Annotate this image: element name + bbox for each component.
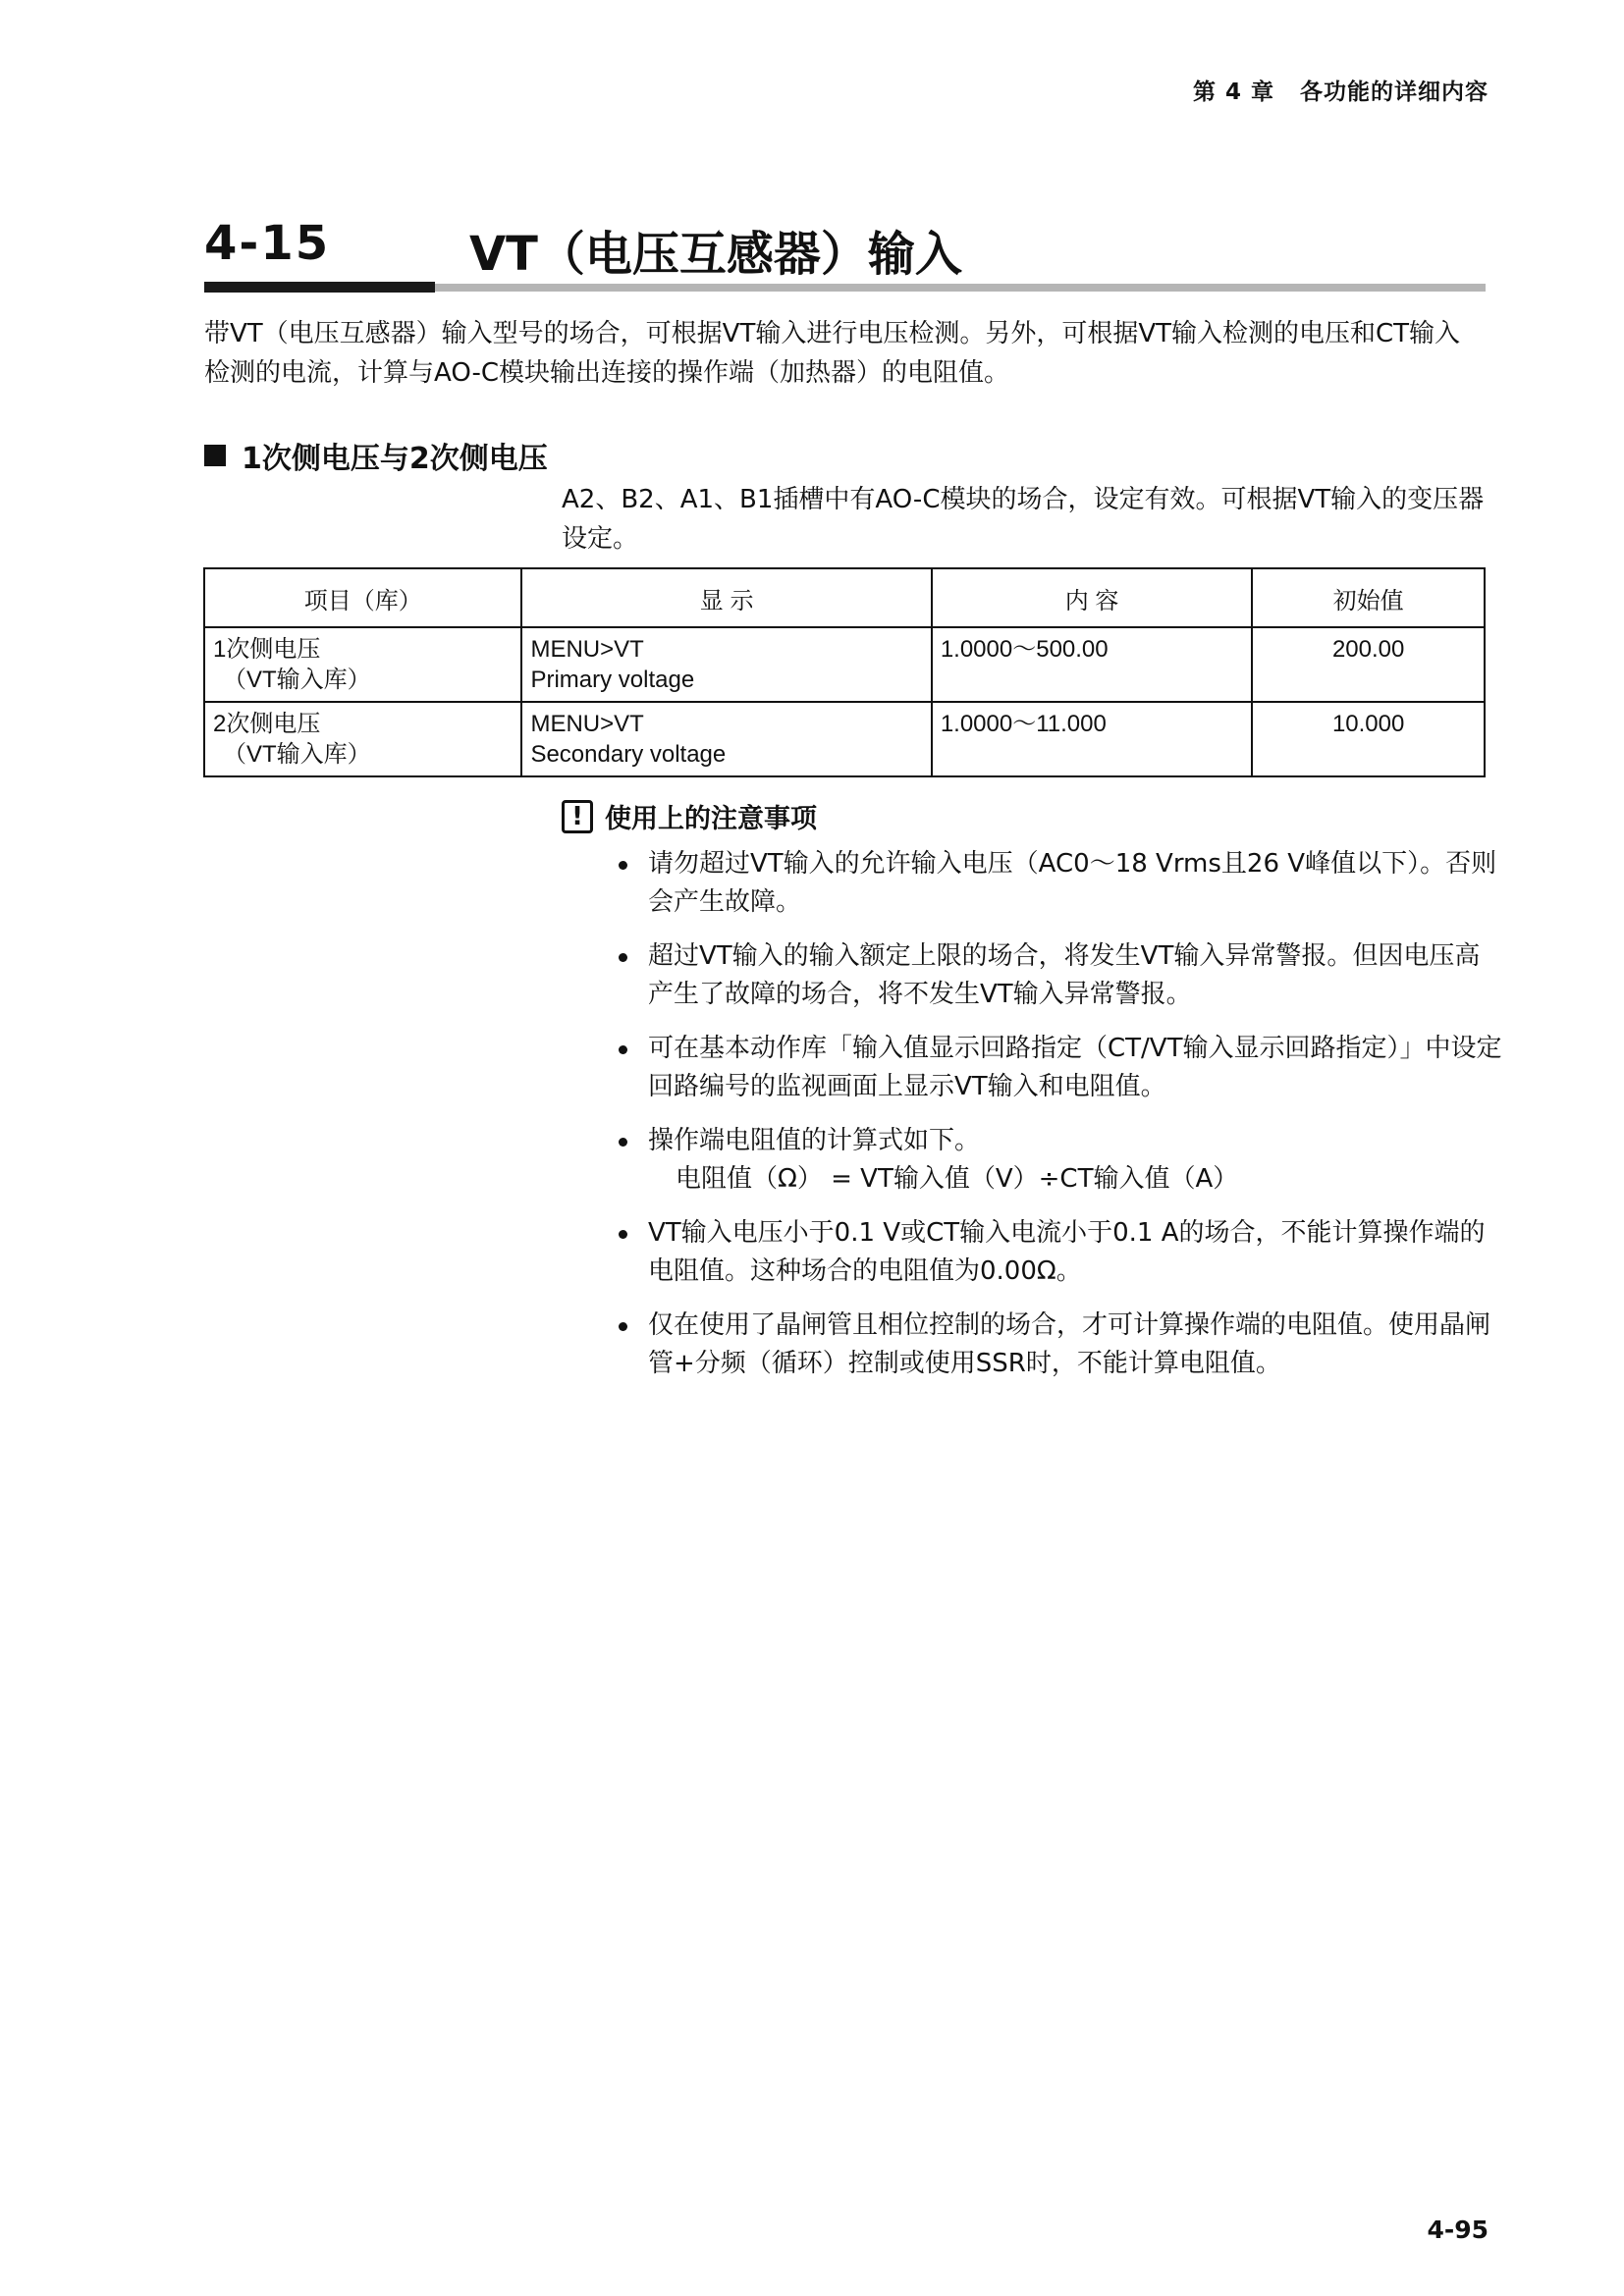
page-number: 4-95 [1427, 2216, 1489, 2244]
section-title: VT（电压互感器）输入 [469, 227, 962, 282]
list-item: 超过VT输入的输入额定上限的场合，将发生VT输入异常警报。但因电压高产生了故障的场合，将不发生VT输入异常警报。 [562, 937, 1504, 1014]
notes-list [562, 845, 1504, 1383]
cell-item [204, 702, 521, 776]
cell-item [204, 627, 521, 702]
header-content: 内 容 [932, 568, 1252, 627]
header-initial: 初始值 [1252, 568, 1485, 627]
header-display: 显 示 [521, 568, 931, 627]
parameter-table [203, 567, 1486, 777]
subsection-heading [204, 434, 548, 477]
subsection-heading-text: 1次侧电压与2次侧电压 [242, 442, 548, 476]
section-intro: 带VT（电压互感器）输入型号的场合，可根据VT输入进行电压检测。另外，可根据VT输入检测的电压和CT输入检测的电流，计算与AO-C模块输出连接的操作端（加热器）的电阻值。 [204, 319, 1461, 388]
list-item [562, 1122, 1504, 1199]
caution-icon: ! [562, 800, 593, 833]
section-number: 4-15 [204, 216, 331, 271]
item-name: 1次侧电压 [213, 636, 321, 663]
display-path: MENU>VT [530, 636, 644, 663]
table-header-row [204, 568, 1485, 627]
list-item: VT输入电压小于0.1 V或CT输入电流小于0.1 A的场合，不能计算操作端的电阻值。这种场合的电阻值为0.00Ω。 [562, 1214, 1504, 1291]
list-item: 仅在使用了晶闸管且相位控制的场合，才可计算操作端的电阻值。使用晶闸管+分频（循环）控制或使用SSR时，不能计算电阻值。 [562, 1307, 1504, 1383]
cell-initial: 200.00 [1252, 627, 1485, 702]
chapter-title: 各功能的详细内容 [1300, 80, 1489, 105]
square-bullet-icon [204, 445, 226, 466]
cell-initial: 10.000 [1252, 702, 1485, 776]
chapter-number: 第 4 章 [1192, 80, 1274, 105]
notes-title: 使用上的注意事项 [605, 804, 817, 834]
list-item: 请勿超过VT输入的允许输入电压（AC0～18 Vrms且26 V峰值以下）。否则会产生故障。 [562, 845, 1504, 922]
title-rule-grey [435, 284, 1486, 292]
table-row [204, 627, 1485, 702]
list-item: 可在基本动作库「输入值显示回路指定（CT/VT输入显示回路指定）」中设定回路编号的监视画面上显示VT输入和电阻值。 [562, 1030, 1504, 1106]
item-name: 2次侧电压 [213, 711, 321, 737]
title-rule-dark [204, 282, 435, 293]
cell-display [521, 702, 931, 776]
resistance-formula: 电阻值（Ω） = VT输入值（V）÷CT输入值（A） [676, 1164, 1239, 1194]
cell-content: 1.0000～500.00 [932, 627, 1252, 702]
item-bank: （VT输入库） [223, 667, 371, 693]
display-label: Primary voltage [530, 667, 695, 693]
display-path: MENU>VT [530, 711, 644, 737]
display-label: Secondary voltage [530, 741, 727, 768]
subsection-description: A2、B2、A1、B1插槽中有AO-C模块的场合，设定有效。可根据VT输入的变压器设定。 [562, 485, 1485, 554]
table-row [204, 702, 1485, 776]
notes-heading [562, 797, 1504, 835]
cell-display [521, 627, 931, 702]
item-bank: （VT输入库） [223, 741, 371, 768]
usage-notes [562, 797, 1504, 1399]
header-item: 项目（库） [204, 568, 521, 627]
list-item-text: 操作端电阻值的计算式如下。 [648, 1126, 981, 1155]
running-header [1193, 74, 1489, 106]
cell-content: 1.0000～11.000 [932, 702, 1252, 776]
